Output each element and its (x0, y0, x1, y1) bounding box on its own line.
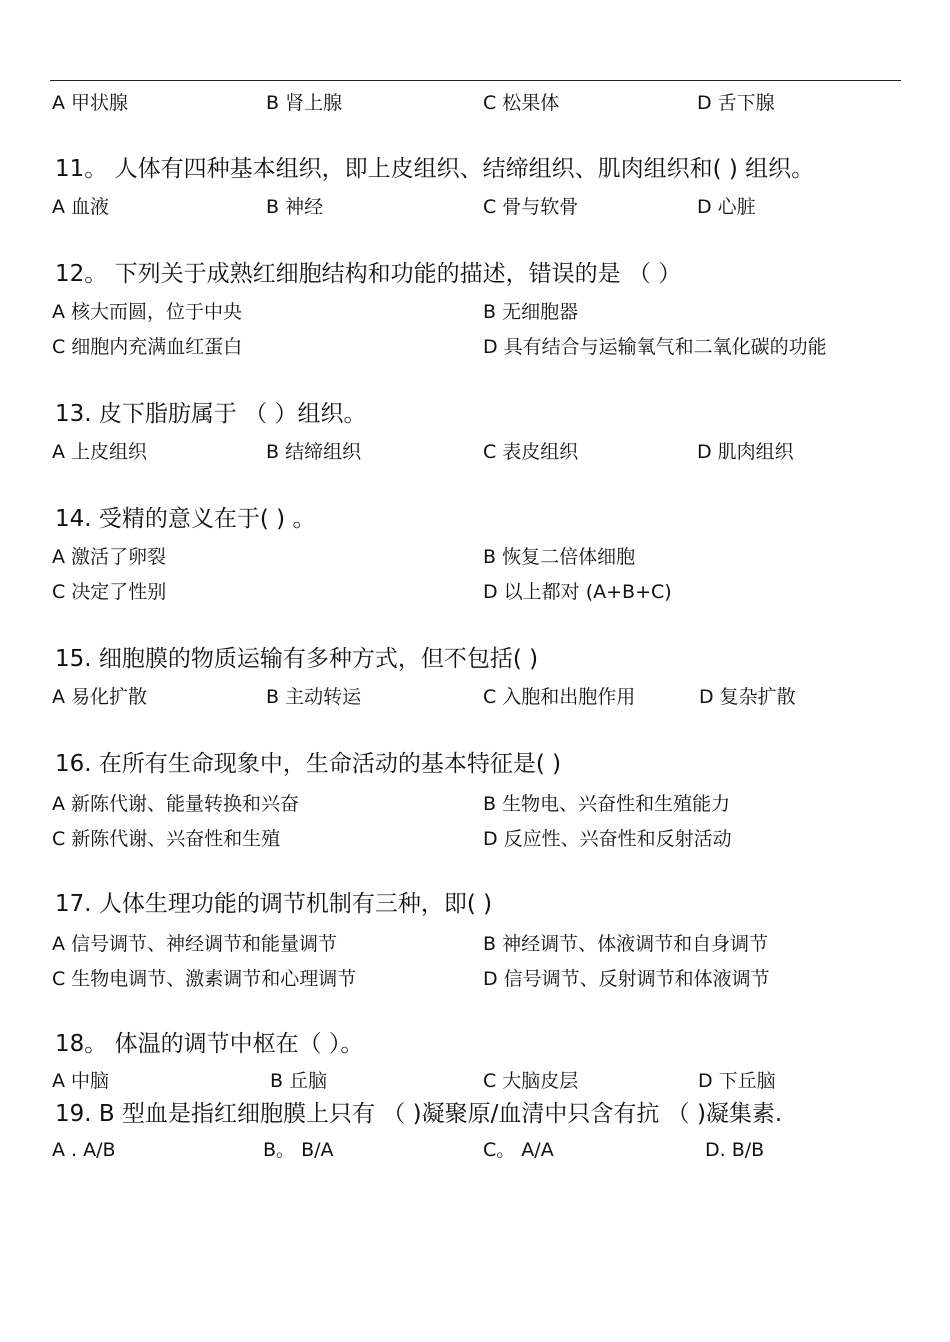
q11-option-c: C 骨与软骨 (483, 196, 579, 218)
q11-option-d: D 心脏 (697, 196, 756, 218)
q13-option-a: A 上皮组织 (52, 441, 148, 463)
q14-stem: 14. 受精的意义在于( ) 。 (55, 506, 316, 532)
q15-option-a: A 易化扩散 (52, 686, 148, 708)
q18-option-b: B 丘脑 (270, 1070, 328, 1092)
q16-options-row1 (0, 787, 950, 821)
q16-stem: 16. 在所有生命现象中，生命活动的基本特征是( ) (55, 751, 562, 777)
q13-option-d: D 肌肉组织 (697, 441, 794, 463)
q14-option-b: B 恢复二倍体细胞 (483, 546, 636, 568)
q17-option-b: B 神经调节、体液调节和自身调节 (483, 933, 769, 955)
q16-option-b: B 生物电、兴奋性和生殖能力 (483, 793, 731, 815)
q19-option-c: C。 A/A (483, 1139, 554, 1161)
q10-option-a: A 甲状腺 (52, 92, 129, 114)
q16-option-d: D 反应性、兴奋性和反射活动 (483, 828, 732, 850)
q17-option-c: C 生物电调节、激素调节和心理调节 (52, 968, 357, 990)
q12-option-c: C 细胞内充满血红蛋白 (52, 336, 243, 358)
q19-stem-row (0, 1097, 950, 1131)
q17-stem-row (0, 887, 950, 921)
q13-options (0, 435, 950, 469)
q12-option-d: D 具有结合与运输氧气和二氧化碳的功能 (483, 336, 827, 358)
q12-stem: 12。 下列关于成熟红细胞结构和功能的描述，错误的是 （ ） (55, 261, 682, 287)
q13-option-c: C 表皮组织 (483, 441, 579, 463)
q18-option-d: D 下丘脑 (698, 1070, 776, 1092)
q15-option-b: B 主动转运 (266, 686, 362, 708)
q14-stem-row (0, 502, 950, 536)
q11-stem: 11。 人体有四种基本组织，即上皮组织、结缔组织、肌肉组织和( ) 组织。 (55, 156, 815, 182)
q13-stem: 13. 皮下脂肪属于 （ ）组织。 (55, 401, 367, 427)
q19-option-b: B。 B/A (263, 1139, 334, 1161)
q10-options (0, 86, 950, 120)
q10-option-c: C 松果体 (483, 92, 560, 114)
q14-options-row2 (0, 575, 950, 609)
q12-options-row2 (0, 330, 950, 364)
q18-option-a: A 中脑 (52, 1070, 110, 1092)
q12-option-a: A 核大而圆，位于中央 (52, 301, 243, 323)
q15-option-d: D 复杂扩散 (699, 686, 796, 708)
q17-option-d: D 信号调节、反射调节和体液调节 (483, 968, 770, 990)
q11-options (0, 190, 950, 224)
q13-stem-row (0, 397, 950, 431)
q14-options-row1 (0, 540, 950, 574)
q10-option-b: B 肾上腺 (266, 92, 343, 114)
q15-stem: 15. 细胞膜的物质运输有多种方式，但不包括( ) (55, 646, 539, 672)
q17-stem: 17. 人体生理功能的调节机制有三种，即( ) (55, 891, 493, 917)
q14-option-d: D 以上都对 (A+B+C) (483, 581, 672, 603)
q19-options (0, 1133, 950, 1167)
q15-option-c: C 入胞和出胞作用 (483, 686, 636, 708)
q18-stem: 18。 体温的调节中枢在（ ）。 (55, 1031, 364, 1057)
q19-stem: 19. B 型血是指红细胞膜上只有 （ )凝聚原/血清中只含有抗 （ )凝集素. (55, 1101, 783, 1127)
q17-option-a: A 信号调节、神经调节和能量调节 (52, 933, 338, 955)
q12-option-b: B 无细胞器 (483, 301, 579, 323)
q16-option-c: C 新陈代谢、兴奋性和生殖 (52, 828, 281, 850)
q15-stem-row (0, 642, 950, 676)
q12-options-row1 (0, 295, 950, 329)
q11-stem-row (0, 152, 950, 186)
q11-option-a: A 血液 (52, 196, 110, 218)
q18-options (0, 1064, 950, 1098)
q16-option-a: A 新陈代谢、能量转换和兴奋 (52, 793, 300, 815)
q16-options-row2 (0, 822, 950, 856)
q12-stem-row (0, 257, 950, 291)
q15-options (0, 680, 950, 714)
q17-options-row2 (0, 962, 950, 996)
q11-option-b: B 神经 (266, 196, 324, 218)
q18-option-c: C 大脑皮层 (483, 1070, 579, 1092)
q16-stem-row (0, 747, 950, 781)
q14-option-a: A 激活了卵裂 (52, 546, 167, 568)
q14-option-c: C 决定了性别 (52, 581, 167, 603)
q17-options-row1 (0, 927, 950, 961)
q18-stem-row (0, 1027, 950, 1061)
q19-option-d: D. B/B (705, 1139, 765, 1161)
top-rule (50, 80, 901, 81)
q19-option-a: A . A/B (52, 1139, 116, 1161)
q13-option-b: B 结缔组织 (266, 441, 362, 463)
q10-option-d: D 舌下腺 (697, 92, 775, 114)
